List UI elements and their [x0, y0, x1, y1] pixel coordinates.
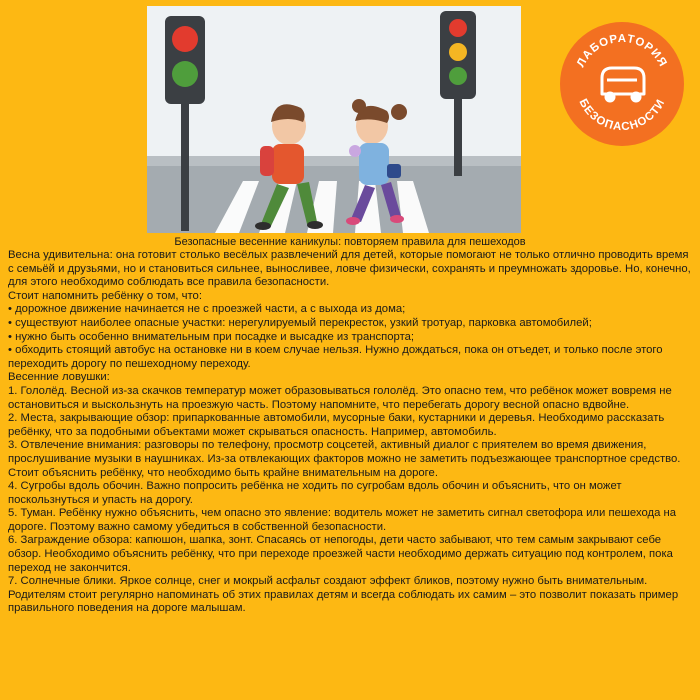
illustration-caption: Безопасные весенние каникулы: повторяем правила для пешеходов: [174, 236, 526, 248]
paragraph-conclusion: Родителям стоит регулярно напоминать об этих правилах детям и всегда соблюдать их самим – это позволит показать пример правильного поведения на дороге малышам.: [8, 588, 679, 615]
list-item: 2. Места, закрывающие обзор: припаркованные автомобили, мусорные баки, кустарники и деревья. Необходимо рассказать ребёнку, что за подобными объектами может скрываться опасность. Например, автомобиль.: [8, 412, 665, 438]
list-item: • обходить стоящий автобус на остановке ни в коем случае нельзя. Нужно дождаться, пока он отъедет, и только после этого переходить дорогу по пешеходному переходу.: [8, 344, 663, 370]
list-item: • дорожное движение начинается не с проезжей части, а с выхода из дома;: [8, 303, 406, 316]
list-item: • существуют наиболее опасные участки: нерегулируемый перекресток, узкий тротуар, парковка автомобилей;: [8, 316, 592, 329]
list-item: 7. Солнечные блики. Яркое солнце, снег и мокрый асфальт создают эффект бликов, поэтому нужно быть внимательным.: [8, 575, 648, 588]
article-body: [8, 249, 696, 616]
logo-top-text: ЛАБОРАТОРИЯ: [575, 32, 669, 70]
logo-bottom-text: БЕЗОПАСНОСТИ: [576, 97, 668, 134]
paragraph-remind: Стоит напомнить ребёнку о том, что:: [8, 289, 202, 302]
list-item: 1. Гололёд. Весной из-за скачков температур может образовываться гололёд. Это опасно тем, что ребёнок может вовремя не остановиться и выскользнуть на проезжую часть. Поэтому напомните, что перебегать дорогу весной опасно вдвойне.: [8, 384, 672, 411]
paragraph-traps-heading: Весенние ловушки:: [8, 371, 110, 384]
list-item: 3. Отвлечение внимания: разговоры по телефону, просмотр соцсетей, активный диалог с приятелем во время движения, прослушивание музыки в наушниках. Из-за отвлекающих факторов можно не заметить подъезжающее транспортное средство. Стоит объяснить ребёнку, что необходимо быть крайне внимательным на дороге.: [8, 439, 681, 479]
laboratory-logo: [560, 22, 684, 146]
list-item: 6. Заграждение обзора: капюшон, шапка, зонт. Спасаясь от непогоды, дети часто забывают, что тем самым закрывают себе обзор. Необходимо объяснить ребёнку, что при переходе проезжей части необходимо держать ситуацию под контролем, пока переход не закончится.: [8, 534, 673, 574]
children-crossing-illustration: [147, 6, 521, 233]
paragraph-intro: Весна удивительна: она готовит столько весёлых развлечений для детей, которые помогают не только отлично проводить время с семьёй и друзьями, но и становиться сильнее, выносливее, ловче физически, сохранять и преумножать здоровье. Но, конечно, для этого необходимо соблюдать все правила безопасности.: [8, 249, 691, 289]
list-item: • нужно быть особенно внимательным при посадке и высадке из транспорта;: [8, 330, 415, 343]
list-item: 5. Туман. Ребёнку нужно объяснить, чем опасно это явление: водитель может не заметить сигнал светофора или пешехода на дороге. Поэтому важно самому убедиться в собственной безопасности.: [8, 507, 677, 533]
list-item: 4. Сугробы вдоль обочин. Важно попросить ребёнка не ходить по сугробам вдоль обочин и объяснить, что он может поскользнуться и упасть на дорогу.: [8, 480, 622, 506]
